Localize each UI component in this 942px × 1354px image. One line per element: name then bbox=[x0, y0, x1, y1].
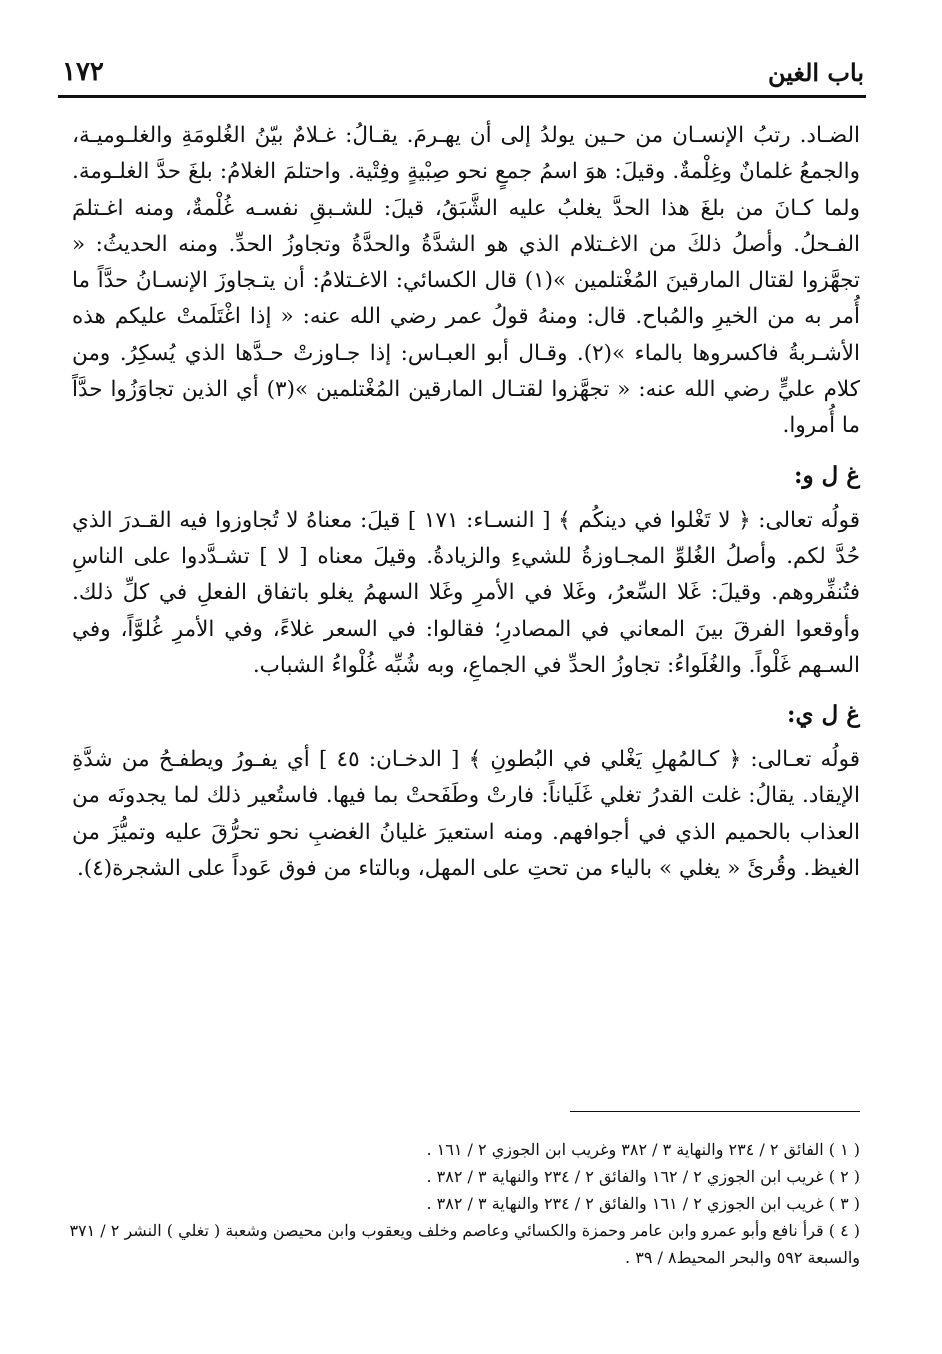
root-heading-ghlw: غ ل و: bbox=[793, 461, 860, 489]
footnote-2: ( ٢ ) غريب ابن الجوزي ٢ / ١٦٢ والفائق ٢ / ٢٣٤ والنهاية ٣ / ٣٨٢ . bbox=[426, 1167, 860, 1186]
page-number: ١٧٢ bbox=[62, 57, 104, 87]
header-rule bbox=[58, 95, 866, 98]
main-text bbox=[72, 118, 860, 887]
paragraph-ghly: قولُه تعـالى: ﴿ كـالمُهلِ يَغْلي في البُطونِ ﴾ [ الدخـان: ٤٥ ] أي يفـورُ ويطفـحُ من شدَّةِ الإيقاد. يقالُ: غلت القدرُ تغلي غَلَياناً: فارتْ وطَفَحتْ بما فيها. فاستُعير ذلك لما يجدونَه من العذاب بالحميم الذي في أجوافهم. ومنه استعيرَ غليانُ الغضبِ نحو تحرُّقَ عليه وتميُّزَ من الغيظ. وقُرئَ « يغلي » بالياء من تحتِ على المهل، وبالتاء من فوق عَوداً على الشجرة(٤). bbox=[72, 747, 860, 882]
paragraph-ghlw: قولُه تعالى: ﴿ لا تَغْلوا في دينكُم ﴾ [ النسـاء: ١٧١ ] قيلَ: معناهُ لا تُجاوزوا فيه القـدرَ الذي حُدَّ لكم. وأصلُ الغُلوِّ المجـاوزةُ للشيءِ والزيادةُ. وقيلَ معناه [ لا ] تشـدَّدوا على الناسِ فتُنفِّروهم. وقيلَ: غَلا السِّعرُ، وغَلا في الأمرِ وغَلا السهمُ يغلو باتفاق الفعلِ في كلِّ ذلك. وأوقعوا الفرقَ بينَ المعاني في المصادرِ؛ فقالوا: في السعر غلاءً، وفي الأمرِ غُلوَّاً، وفي السـهم غَلْواً. والغُلَواءُ: تجاوزُ الحدِّ في الجماعِ، وبه شُبِّه غُلْواءُ الشباب. bbox=[72, 507, 860, 678]
footnotes bbox=[60, 1136, 860, 1271]
chapter-title: باب الغين bbox=[767, 57, 864, 87]
footnote-3: ( ٣ ) غريب ابن الجوزي ٢ / ١٦١ والفائق ٢ / ٢٣٤ والنهاية ٣ / ٣٨٢ . bbox=[426, 1194, 860, 1213]
root-heading-ghly: غ ل ي: bbox=[787, 701, 860, 729]
paragraph-ghalam: الضـاد. رتبُ الإنسـان من حـين يولدُ إلى أن يهـرمَ. يقـالُ: غـلامٌ بيّنُ الغُلومَةِ والغلـوميـة، والجمعُ غلمانٌ وغِلْمةٌ. وقيلَ: هوَ اسمُ جمعٍ نحو صِبْيةٍ وفِتْية. واحتلمَ الغلامُ: بلغَ حدَّ الغلـومة. ولما كـانَ من بلغَ هذا الحدَّ يغلبُ عليه الشَّبَقُ، قيلَ: للشـبقِ نفسـه غُلْمةٌ، ومنه اغـتلمَ الفـحلُ. وأصلُ ذلكَ من الاغـتلام الذي هو الشدَّةُ والحدَّةُ وتجاوزُ الحدِّ. ومنه الحديثُ: « تجهَّزوا لقتال المارقينَ المُغْتلمين »(١) قال الكسائي: الاغـتلامُ: أن يتـجاوزَ الإنسـانُ حدَّاً ما أُمر به من الخيرِ والمُباح. قال: ومنهُ قولُ عمر رضي الله عنه: « إذا اغْتَلَمتْ عليكم هذه الأشـربةُ فاكسروها بالماء »(٢). وقـال أبو العبـاس: إذا جـاوزتْ حـدَّها الذي يُسكِرُ. ومن كلام عليٍّ رضي الله عنه: « تجهَّزوا لقتـال المارقين المُغْتلمين »(٣) أي الذين تجاوَزُوا حدَّاً ما أُمروا. bbox=[72, 123, 860, 439]
footnote-1: ( ١ ) الفائق ٢ / ٢٣٤ والنهاية ٣ / ٣٨٢ وغريب ابن الجوزي ٢ / ١٦١ . bbox=[426, 1140, 860, 1159]
footnote-rule bbox=[570, 1111, 860, 1112]
footnote-4: ( ٤ ) قرأ نافع وأبو عمرو وابن عامر وحمزة والكسائي وعاصم وخلف ويعقوب وابن محيصن وشعبة ( تغلي ) النشر ٢ / ٣٧١ والسبعة ٥٩٢ والبحر المحيط٨ / ٣٩ . bbox=[69, 1221, 860, 1267]
running-header bbox=[62, 52, 864, 92]
